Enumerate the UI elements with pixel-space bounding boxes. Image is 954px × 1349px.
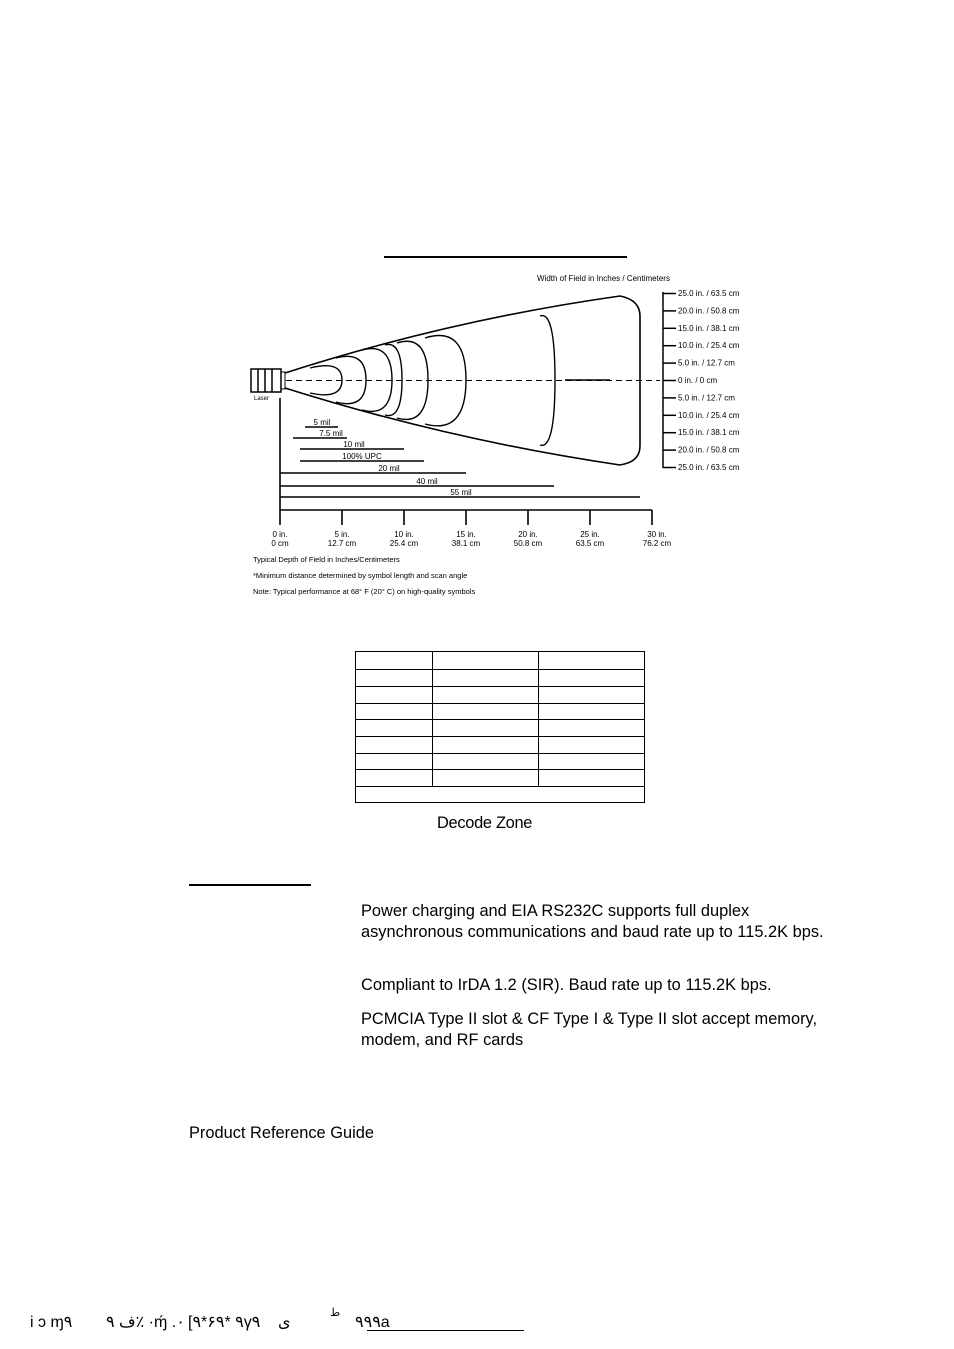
footer-garbled-text: [٩*۶٩ *٩γ٩ — [188, 1314, 261, 1331]
width-label: 5.0 in. / 12.7 cm — [678, 393, 735, 403]
axis-tick-inch: 15 in. — [456, 530, 476, 539]
axis-tick-cm: 25.4 cm — [389, 539, 419, 548]
footer-link-underline — [367, 1330, 524, 1331]
width-label: 10.0 in. / 25.4 cm — [678, 410, 740, 420]
bar-label: 5 mil — [313, 418, 331, 427]
interface-paragraph: Compliant to IrDA 1.2 (SIR). Baud rate up to 115.2K bps. — [361, 976, 772, 994]
footer-garbled-text: ی — [278, 1314, 291, 1331]
bar-label: 100% UPC — [342, 452, 382, 461]
axis-tick-cm: 76.2 cm — [642, 539, 672, 548]
table-caption: Decode Zone — [437, 814, 533, 832]
footer-garbled-text: ف ٩٪ ·ɱ́ .٠ — [106, 1314, 185, 1331]
axis-tick-inch: 30 in. — [647, 530, 667, 539]
footer-garbled-text: i ɔ ɱ٩ — [30, 1314, 73, 1331]
axis-tick-inch: 5 in. — [334, 530, 350, 539]
axis-tick-cm: 0 cm — [271, 539, 289, 548]
footer-garbled-text: ط — [330, 1307, 341, 1319]
width-label: 10.0 in. / 25.4 cm — [678, 341, 740, 351]
axis-tick-inch: 25 in. — [580, 530, 600, 539]
laser-icon — [251, 369, 285, 392]
axis-tick-cm: 38.1 cm — [451, 539, 481, 548]
bar-label: 10 mil — [343, 440, 365, 449]
width-label: 5.0 in. / 12.7 cm — [678, 358, 735, 368]
width-label: 20.0 in. / 50.8 cm — [678, 445, 740, 455]
diagram-note: Note: Typical performance at 68° F (20° C) on high-quality symbols — [253, 587, 476, 596]
footer-guide-title: Product Reference Guide — [189, 1124, 374, 1142]
width-label: 20.0 in. / 50.8 cm — [678, 306, 740, 316]
interface-paragraph: Power charging and EIA RS232C supports full duplex asynchronous communications and baud rate up to 115.2K bps. — [361, 902, 824, 941]
width-field-title: Width of Field in Inches / Centimeters — [537, 274, 670, 283]
bar-label: 7.5 mil — [319, 429, 343, 438]
footer-garbled-text: ٩٩٩a — [355, 1314, 390, 1331]
laser-label: Laser — [254, 396, 270, 402]
axis-tick-inch: 0 in. — [272, 530, 288, 539]
width-label: 15.0 in. / 38.1 cm — [678, 323, 740, 333]
axis-tick-inch: 20 in. — [518, 530, 538, 539]
width-label: 25.0 in. / 63.5 cm — [678, 289, 740, 298]
bar-label: 55 mil — [450, 488, 472, 497]
width-label: 15.0 in. / 38.1 cm — [678, 428, 740, 438]
diagram-note: *Minimum distance determined by symbol length and scan angle — [253, 571, 468, 580]
interface-paragraph: PCMCIA Type II slot & CF Type I & Type II slot accept memory, modem, and RF cards — [361, 1010, 818, 1049]
section-heading-rule — [189, 884, 311, 886]
width-label: 25.0 in. / 63.5 cm — [678, 463, 740, 472]
bar-label: 40 mil — [416, 477, 438, 486]
axis-tick-inch: 10 in. — [394, 530, 414, 539]
axis-title: Typical Depth of Field in Inches/Centimeters — [253, 555, 400, 564]
decode-zone-table — [355, 651, 645, 803]
width-label: 0 in. / 0 cm — [678, 376, 718, 385]
depth-of-field-diagram — [0, 0, 954, 620]
axis-tick-cm: 12.7 cm — [327, 539, 357, 548]
axis-tick-cm: 63.5 cm — [575, 539, 605, 548]
bar-label: 20 mil — [378, 464, 400, 473]
axis-tick-cm: 50.8 cm — [513, 539, 543, 548]
